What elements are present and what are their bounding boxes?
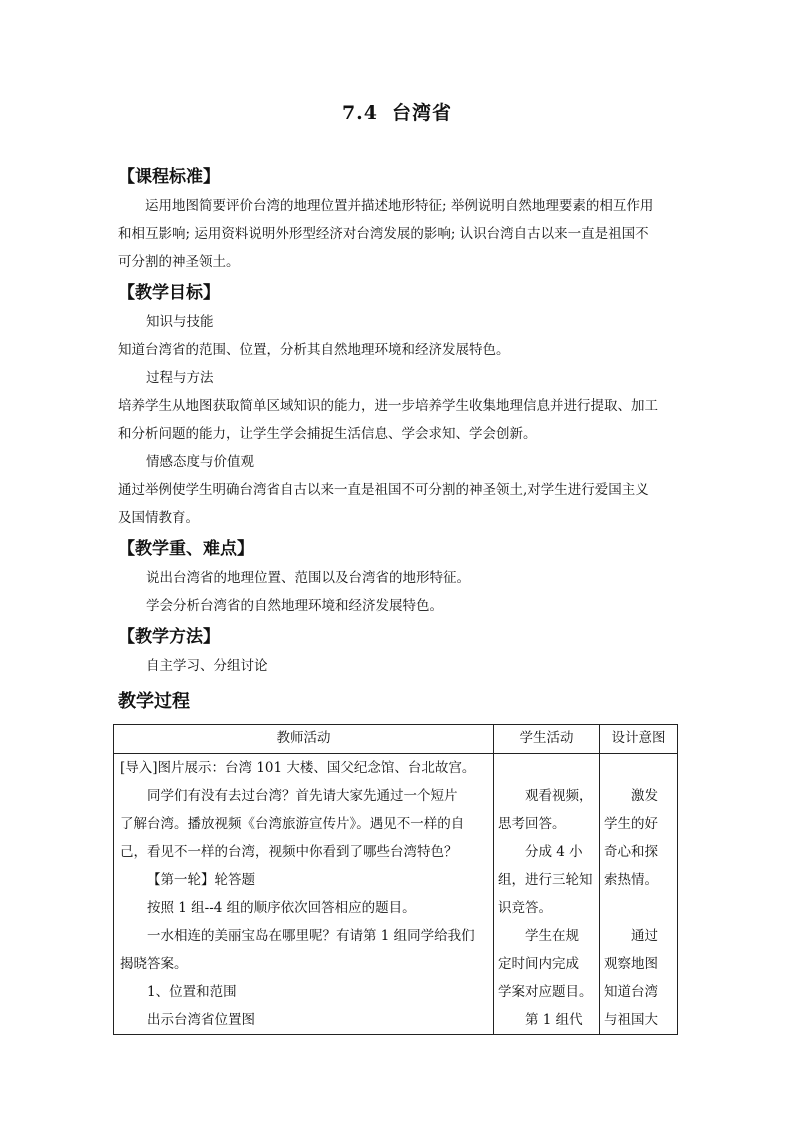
teacher-line: 同学们有没有去过台湾？首先请大家先通过一个短片: [147, 788, 458, 804]
knowledge-text: 知道台湾省的范围、位置，分析其自然地理环境和经济发展特色。: [118, 342, 510, 358]
method-heading: 【教学方法】: [118, 627, 220, 647]
table-row: [114, 754, 678, 1035]
lesson-title: [0, 98, 794, 125]
header-design: 设计意图: [600, 725, 678, 754]
student-line: 识竞答。: [498, 900, 552, 916]
student-line: 观看视频，: [525, 788, 593, 804]
design-line: 奇心和探: [604, 844, 658, 860]
teacher-line: 己，看见不一样的台湾，视频中你看到了哪些台湾特色？: [120, 844, 458, 860]
table-header-row: [114, 725, 678, 754]
design-intent-cell: [600, 754, 678, 1035]
standard-line: 运用地图简要评价台湾的地理位置并描述地形特征; 举例说明自然地理要素的相互作用: [145, 198, 654, 214]
student-line: 第 1 组代: [525, 1012, 583, 1028]
standard-line: 可分割的神圣领土。: [118, 254, 240, 270]
key-points-heading: 【教学重、难点】: [118, 539, 254, 559]
teacher-line: 一水相连的美丽宝岛在哪里呢？有请第 1 组同学给我们: [147, 928, 475, 944]
knowledge-label: 知识与技能: [146, 314, 214, 330]
lesson-title-text: 台湾省: [392, 102, 453, 124]
design-line: 索热情。: [604, 872, 658, 888]
teacher-line: 【第一轮】轮答题: [147, 872, 255, 888]
goals-heading: 【教学目标】: [118, 283, 220, 303]
method-text: 自主学习、分组讨论: [146, 658, 268, 674]
process-table: [113, 724, 678, 1035]
attitude-line: 通过举例使学生明确台湾省自古以来一直是祖国不可分割的神圣领土,对学生进行爱国主义: [118, 482, 649, 498]
design-line: 通过: [631, 928, 658, 944]
design-line: 学生的好: [604, 816, 658, 832]
methods-label: 过程与方法: [146, 370, 214, 386]
student-line: 定时间内完成: [498, 956, 579, 972]
standard-line: 和相互影响; 运用资料说明外形型经济对台湾发展的影响; 认识台湾自古以来一直是祖国不: [118, 226, 649, 242]
teacher-line: 了解台湾。播放视频《台湾旅游宣传片》。遇见不一样的自: [120, 816, 465, 832]
methods-line: 培养学生从地图获取简单区域知识的能力，进一步培养学生收集地理信息并进行提取、加工: [118, 398, 658, 414]
process-heading: 教学过程: [118, 691, 190, 712]
attitude-label: 情感态度与价值观: [146, 454, 254, 470]
teacher-line: 揭晓答案。: [120, 956, 188, 972]
key-point: 学会分析台湾省的自然地理环境和经济发展特色。: [146, 598, 443, 614]
design-line: 激发: [631, 788, 658, 804]
lesson-number: 7.4: [341, 102, 379, 124]
design-line: 与祖国大: [604, 1012, 658, 1028]
teacher-line: 按照 1 组--4 组的顺序依次回答相应的题目。: [147, 900, 416, 916]
student-line: 学案对应题目。: [498, 984, 593, 1000]
student-line: [498, 754, 597, 782]
header-teacher: 教师活动: [114, 725, 494, 754]
key-point: 说出台湾省的地理位置、范围以及台湾省的地形特征。: [146, 570, 470, 586]
methods-line: 和分析问题的能力，让学生学会捕捉生活信息、学会求知、学会创新。: [118, 426, 537, 442]
student-line: 思考回答。: [498, 816, 566, 832]
standard-heading: 【课程标准】: [118, 167, 220, 187]
lesson-body: [118, 160, 688, 718]
student-line: 组，进行三轮知: [498, 872, 593, 888]
teacher-line: 出示台湾省位置图: [147, 1012, 255, 1028]
design-line: [604, 754, 675, 782]
design-line: 知道台湾: [604, 984, 658, 1000]
teacher-line: [导入]图片展示：台湾 101 大楼、国父纪念馆、台北故宫。: [120, 760, 476, 776]
student-activity-cell: [494, 754, 600, 1035]
design-line: [604, 894, 675, 922]
design-line: 观察地图: [604, 956, 658, 972]
student-line: 学生在规: [525, 928, 579, 944]
attitude-line: 及国情教育。: [118, 510, 199, 526]
header-student: 学生活动: [494, 725, 600, 754]
teacher-line: 1、位置和范围: [147, 984, 237, 1000]
teacher-activity-cell: [114, 754, 494, 1035]
student-line: 分成 4 小: [525, 844, 583, 860]
